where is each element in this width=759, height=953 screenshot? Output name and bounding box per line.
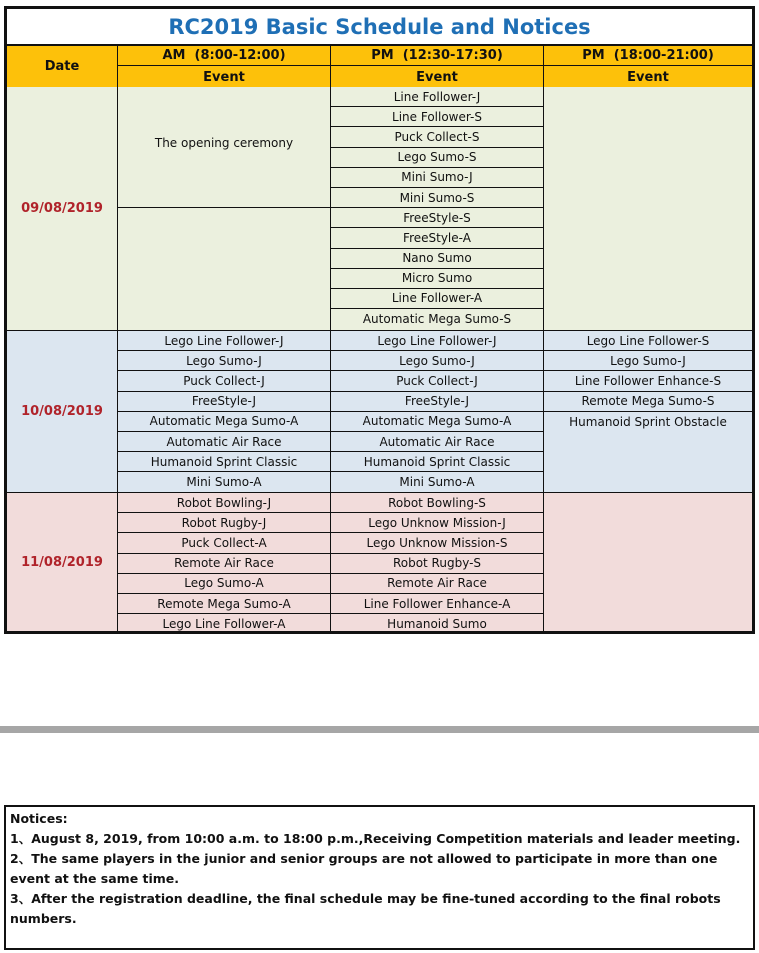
notice-item: 3、After the registration deadline, the final schedule may be fine-tuned according to the final robots numbers. (10, 891, 721, 926)
notice-item: 2、The same players in the junior and senior groups are not allowed to participate in more than one event at the same time. (10, 851, 718, 886)
header-pm2-event: Event (627, 69, 669, 85)
event-cell: Humanoid Sprint Classic (118, 452, 330, 472)
header-am-time: AM (8:00-12:00) (118, 46, 330, 66)
event-cell: Puck Collect-J (331, 371, 543, 391)
opening-ceremony-label: The opening ceremony (154, 136, 294, 150)
opening-ceremony-cell (118, 87, 330, 208)
event-cell: FreeStyle-A (331, 228, 543, 248)
header-am-event: Event (203, 69, 245, 85)
event-cell: Automatic Mega Sumo-A (331, 412, 543, 432)
pm2-column (544, 87, 752, 330)
event-cell: Humanoid Sprint Obstacle (569, 414, 727, 429)
day-row-1 (7, 87, 752, 330)
section-divider (0, 726, 759, 733)
event-cell: Lego Line Follower-J (331, 331, 543, 351)
event-cell: FreeStyle-J (118, 392, 330, 412)
day-row-2 (7, 330, 752, 492)
event-cell: Lego Sumo-J (544, 351, 752, 371)
day-row-3 (7, 492, 752, 631)
pm1-column (331, 331, 544, 492)
date-cell: 09/08/2019 (7, 87, 118, 330)
header-pm2-time: PM (18:00-21:00) (544, 46, 752, 66)
event-cell: Lego Sumo-S (331, 148, 543, 168)
event-cell: Remote Mega Sumo-S (544, 392, 752, 412)
event-cell: Mini Sumo-J (331, 168, 543, 188)
am-column (118, 493, 331, 631)
date-cell: 10/08/2019 (7, 331, 118, 492)
event-cell: Lego Line Follower-J (118, 331, 330, 351)
event-cell: Line Follower Enhance-A (331, 594, 543, 614)
event-cell: Robot Bowling-J (118, 493, 330, 513)
page-title: RC2019 Basic Schedule and Notices (7, 9, 752, 46)
event-cell: Lego Line Follower-A (162, 617, 286, 632)
schedule-table (4, 6, 755, 634)
header-pm1-event: Event (416, 69, 458, 85)
event-cell: Humanoid Sprint Classic (331, 452, 543, 472)
event-cell: Lego Line Follower-S (544, 331, 752, 351)
event-cell: Mini Sumo-A (186, 475, 262, 490)
am-column (118, 331, 331, 492)
notices-box (4, 805, 755, 950)
event-cell: Line Follower-A (331, 289, 543, 309)
event-cell: Lego Sumo-A (118, 574, 330, 594)
event-cell: Puck Collect-S (331, 127, 543, 147)
pm2-column (544, 331, 752, 492)
am-column (118, 87, 331, 330)
event-cell: Micro Sumo (331, 269, 543, 289)
pm1-column (331, 493, 544, 631)
event-cell: Lego Unknow Mission-J (331, 513, 543, 533)
event-cell: Automatic Mega Sumo-S (362, 312, 512, 327)
notice-item: 1、August 8, 2019, from 10:00 a.m. to 18:00 p.m.,Receiving Competition materials and leader meeting. (10, 831, 741, 846)
event-cell: Remote Air Race (118, 554, 330, 574)
event-cell: Robot Bowling-S (331, 493, 543, 513)
event-cell: Nano Sumo (331, 249, 543, 269)
date-cell: 11/08/2019 (7, 493, 118, 631)
event-cell: Line Follower-J (331, 87, 543, 107)
event-cell: Remote Mega Sumo-A (118, 594, 330, 614)
header-am (118, 46, 331, 87)
table-body (7, 87, 752, 631)
event-cell: Automatic Air Race (118, 432, 330, 452)
event-cell: Puck Collect-A (118, 533, 330, 553)
event-cell: Robot Rugby-J (118, 513, 330, 533)
header-pm1 (331, 46, 544, 87)
event-cell: Lego Sumo-J (331, 351, 543, 371)
header-date: Date (7, 46, 118, 87)
event-cell: Lego Sumo-J (118, 351, 330, 371)
event-cell: Automatic Air Race (331, 432, 543, 452)
event-cell: Lego Unknow Mission-S (331, 533, 543, 553)
event-cell: Line Follower-S (331, 107, 543, 127)
event-cell: Mini Sumo-A (399, 475, 475, 490)
header-pm1-time: PM (12:30-17:30) (331, 46, 543, 66)
table-header (7, 46, 752, 87)
event-cell: Mini Sumo-S (331, 188, 543, 208)
event-cell: Puck Collect-J (118, 371, 330, 391)
event-cell: FreeStyle-S (331, 208, 543, 228)
event-cell: FreeStyle-J (331, 392, 543, 412)
notices-heading: Notices: (10, 811, 68, 826)
event-cell: Robot Rugby-S (331, 554, 543, 574)
event-cell: Humanoid Sumo (387, 617, 487, 632)
event-cell: Automatic Mega Sumo-A (118, 412, 330, 432)
pm2-column (544, 493, 752, 631)
event-cell: Remote Air Race (331, 574, 543, 594)
event-cell: Line Follower Enhance-S (544, 371, 752, 391)
header-pm2 (544, 46, 752, 87)
pm1-column (331, 87, 544, 330)
